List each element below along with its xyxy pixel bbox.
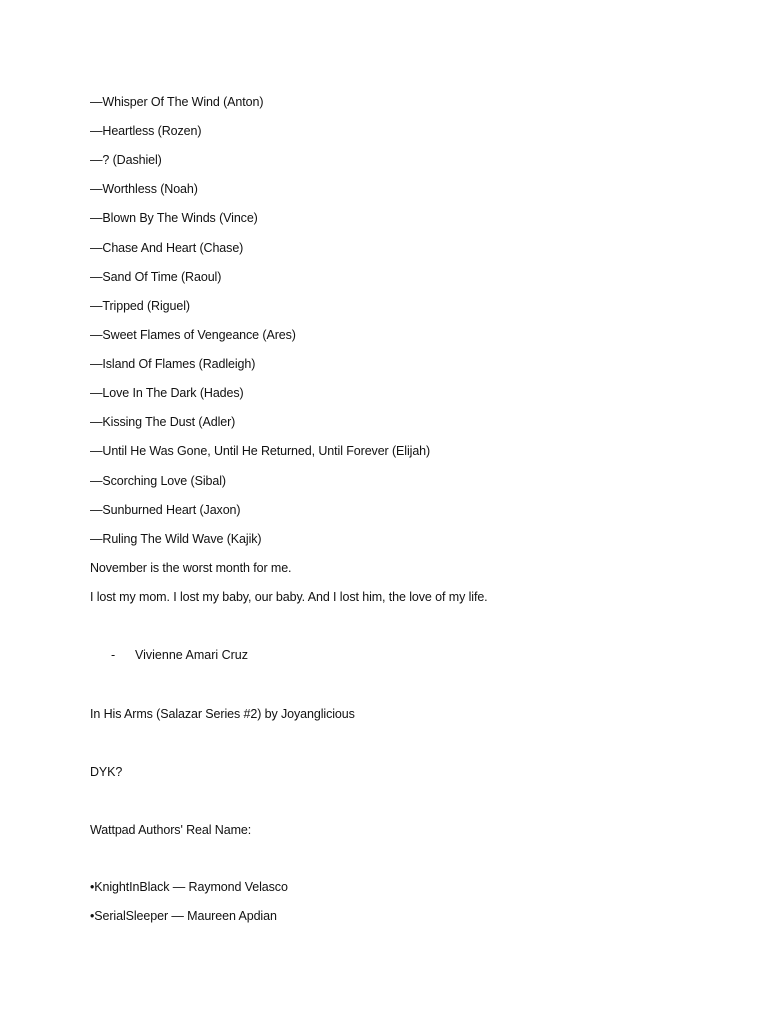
title-line: —Blown By The Winds (Vince)	[90, 211, 258, 225]
author-item: •SerialSleeper — Maureen Apdian	[90, 909, 277, 923]
source-line: In His Arms (Salazar Series #2) by Joyanglicious	[90, 707, 355, 721]
quote-line-2: I lost my mom. I lost my baby, our baby. And I lost him, the love of my life.	[90, 590, 488, 604]
title-line: —? (Dashiel)	[90, 153, 162, 167]
attribution-dash: -	[111, 648, 116, 662]
author-item: •KnightInBlack — Raymond Velasco	[90, 880, 288, 894]
title-line: —Worthless (Noah)	[90, 182, 198, 196]
title-line: —Tripped (Riguel)	[90, 299, 190, 313]
title-line: —Sweet Flames of Vengeance (Ares)	[90, 328, 296, 342]
quote-line-1: November is the worst month for me.	[90, 561, 292, 575]
dyk-heading: DYK?	[90, 765, 123, 779]
title-line: —Sunburned Heart (Jaxon)	[90, 503, 241, 517]
title-line: —Scorching Love (Sibal)	[90, 474, 226, 488]
title-line: —Heartless (Rozen)	[90, 124, 202, 138]
title-line: —Love In The Dark (Hades)	[90, 386, 244, 400]
title-line: —Sand Of Time (Raoul)	[90, 270, 222, 284]
title-line: —Ruling The Wild Wave (Kajik)	[90, 532, 262, 546]
title-line: —Until He Was Gone, Until He Returned, Until Forever (Elijah)	[90, 444, 431, 458]
title-line: —Island Of Flames (Radleigh)	[90, 357, 256, 371]
quote-attribution: Vivienne Amari Cruz	[135, 648, 249, 662]
title-line: —Chase And Heart (Chase)	[90, 241, 244, 255]
title-line: —Whisper Of The Wind (Anton)	[90, 95, 264, 109]
authors-heading: Wattpad Authors' Real Name:	[90, 823, 252, 837]
title-line: —Kissing The Dust (Adler)	[90, 415, 236, 429]
